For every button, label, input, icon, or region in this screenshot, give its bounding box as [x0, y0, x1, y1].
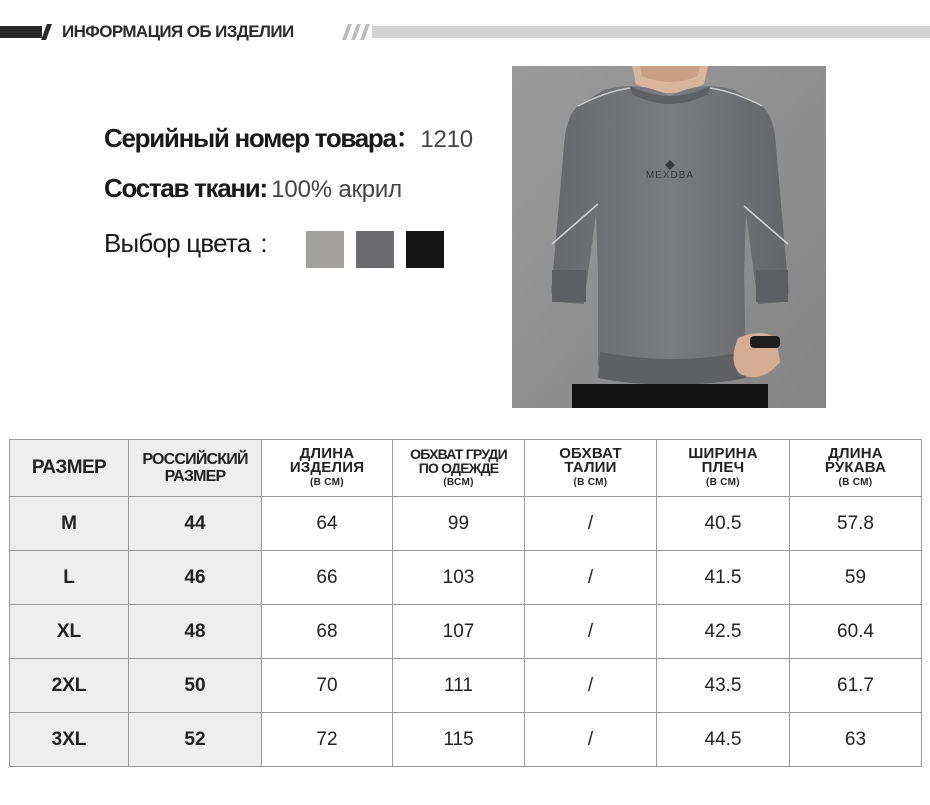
column-header-text: ПЛЕЧ — [701, 458, 745, 476]
color-row — [104, 228, 268, 259]
table-cell: 103 — [393, 551, 525, 605]
column-header-text: ОБХВАТ ГРУДИ — [410, 445, 507, 462]
table-row — [10, 551, 922, 605]
column-header — [525, 440, 657, 497]
table-row — [10, 497, 922, 551]
section-header — [0, 20, 930, 44]
header-bar-right — [372, 26, 930, 38]
column-header-text: ИЗДЕЛИЯ — [289, 458, 365, 476]
column-header-text: ПО ОДЕЖДЕ — [418, 459, 499, 476]
table-cell: 44.5 — [657, 713, 790, 767]
table-cell: 57.8 — [790, 497, 922, 551]
column-header-text: РАЗМЕР — [31, 457, 107, 478]
table-cell: 99 — [393, 497, 525, 551]
table-cell: 40.5 — [657, 497, 790, 551]
column-unit: (В СМ) — [706, 476, 740, 488]
table-cell: 111 — [393, 659, 525, 713]
table-cell: / — [525, 713, 657, 767]
svg-text:MEXDBA: MEXDBA — [645, 170, 695, 181]
table-cell: XL — [10, 605, 129, 659]
fabric-row — [104, 173, 402, 204]
header-slash — [41, 24, 52, 40]
table-cell: 50 — [129, 659, 262, 713]
column-unit: (В СМ) — [838, 476, 873, 488]
serial-number-row — [104, 118, 473, 155]
table-cell: 72 — [262, 713, 393, 767]
table-cell: / — [525, 497, 657, 551]
table-row — [10, 605, 922, 659]
table-cell: 66 — [262, 551, 393, 605]
sweatshirt-illustration — [512, 66, 826, 408]
column-header-text: ТАЛИИ — [564, 458, 617, 476]
column-header-text: РАЗМЕР — [164, 468, 226, 485]
column-header-text: ДЛИНА — [828, 444, 883, 462]
table-cell: 41.5 — [657, 551, 790, 605]
column-header — [262, 440, 393, 497]
column-unit: (В СМ) — [573, 476, 608, 488]
table-cell: 68 — [262, 605, 393, 659]
size-table — [9, 439, 922, 767]
table-cell: M — [10, 497, 129, 551]
table-cell: 60.4 — [790, 605, 922, 659]
fabric-value: 100% акрил — [271, 176, 402, 203]
column-header — [657, 440, 790, 497]
column-header-text: ШИРИНА — [688, 444, 758, 462]
table-row — [10, 713, 922, 767]
table-cell: 107 — [393, 605, 525, 659]
column-header-text: ОБХВАТ — [559, 444, 622, 462]
color-swatch-black[interactable] — [406, 231, 444, 268]
table-cell: 70 — [262, 659, 393, 713]
table-cell: 48 — [129, 605, 262, 659]
color-colon: : — [260, 228, 268, 258]
table-cell: 44 — [129, 497, 262, 551]
product-photo — [512, 66, 826, 408]
color-swatch-light-gray[interactable] — [306, 231, 344, 268]
fabric-label: Состав ткани: — [104, 173, 267, 203]
serial-number-label: Серийный номер товара： — [104, 123, 421, 153]
column-header-text: РОССИЙСКИЙ — [142, 451, 248, 468]
column-header — [393, 440, 525, 497]
table-cell: 46 — [129, 551, 262, 605]
table-cell: 63 — [790, 713, 922, 767]
table-cell: / — [525, 605, 657, 659]
column-header-text: РУКАВА — [824, 458, 887, 476]
table-cell: 115 — [393, 713, 525, 767]
serial-number-value: 1210 — [420, 126, 473, 153]
column-header-text: ДЛИНА — [299, 444, 355, 462]
table-cell: / — [525, 659, 657, 713]
column-unit: (В СМ) — [310, 476, 344, 488]
table-cell: / — [525, 551, 657, 605]
table-header-row — [10, 440, 922, 497]
column-header — [10, 440, 129, 497]
column-header — [129, 440, 262, 497]
table-cell: 2XL — [10, 659, 129, 713]
table-cell: 64 — [262, 497, 393, 551]
header-slashes — [345, 24, 375, 40]
header-bar-left — [0, 26, 42, 38]
table-cell: 42.5 — [657, 605, 790, 659]
color-swatch-dark-gray[interactable] — [356, 231, 394, 268]
table-cell: 59 — [790, 551, 922, 605]
table-cell: 52 — [129, 713, 262, 767]
table-cell: 61.7 — [790, 659, 922, 713]
table-cell: 3XL — [10, 713, 129, 767]
column-unit: (ВСМ) — [443, 476, 474, 488]
section-title: ИНФОРМАЦИЯ ОБ ИЗДЕЛИИ — [62, 22, 294, 41]
table-cell: L — [10, 551, 129, 605]
column-header — [790, 440, 922, 497]
color-label: Выбор цвета — [104, 228, 251, 258]
table-cell: 43.5 — [657, 659, 790, 713]
table-row — [10, 659, 922, 713]
